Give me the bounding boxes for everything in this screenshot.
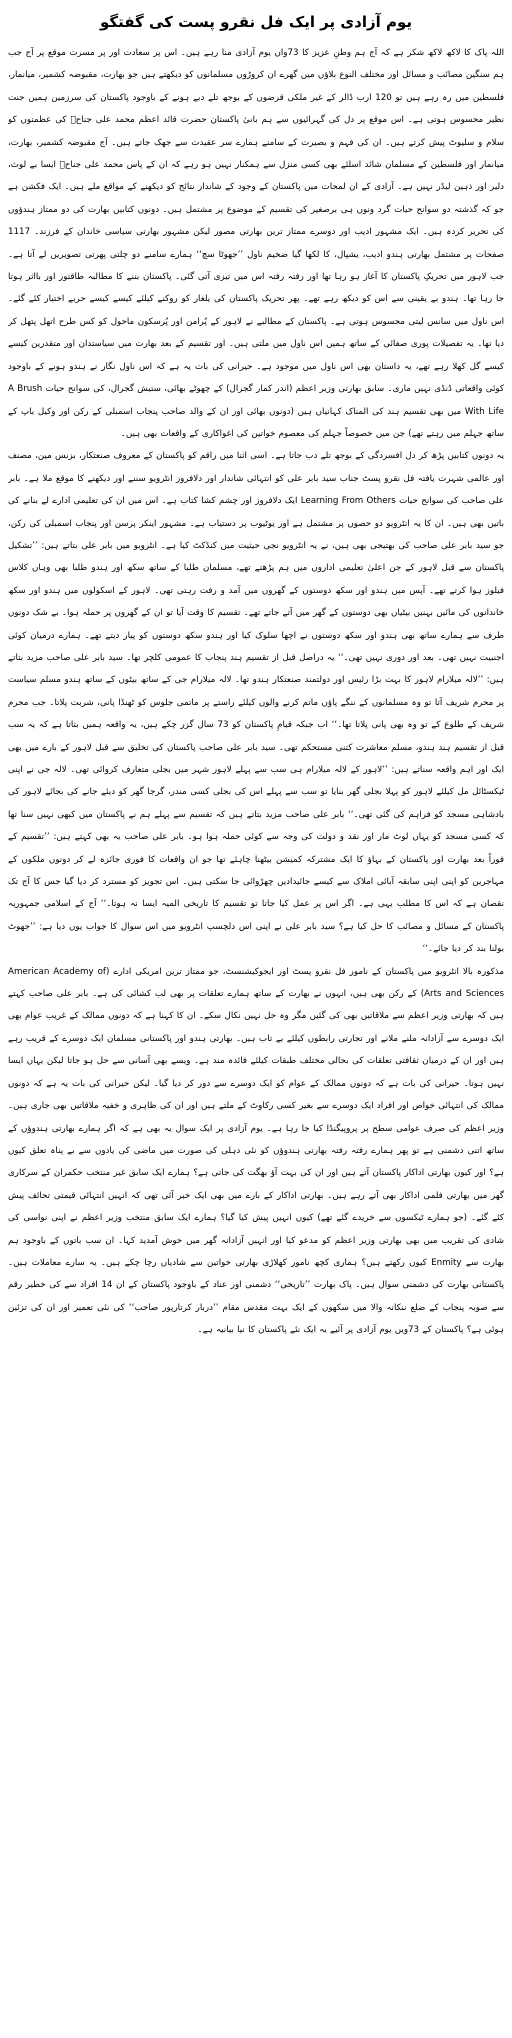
article-paragraph: مذکورہ بالا انٹرویو میں پاکستان کے نامور فل نقرو پسٹ اور ایجوکیشنسٹ، جو ممتاز ترین امریکی ادارے (American Academy of Arts and Sciences) کے رکن بھی ہیں، انہوں نے بھارت کے ساتھ ہمارے تعلقات پر بھی لب کشائی کی ہے۔ بابر علی صاحب کہتے ہیں کہ بھارتی وزیر اعظم سے ملاقاتیں بھی کی گئیں مگر وہ حل نہیں نکال سکے۔ ان کا کہنا ہے کہ دونوں ممالک کے غریب عوام بھی ایک دوسرے سے آزادانہ ملنے ملانے اور تجارتی رابطوں کیلئے بے تاب ہیں۔ بھارتی ہندو اور پاکستانی مسلمان ایک دوسرے کے قریب رہے ہیں اور ان کے درمیان ثقافتی تعلقات کی بحالی مختلف طبقات کیلئے فائدہ مند ہے۔ ویسے بھی آسانی سے حل ہو جاتا لیکن یہاں ایسا نہیں ہوتا۔ حیرانی کی بات ہے کہ دونوں ممالک کے عوام کو ایک دوسرے سے دور کر دیا گیا۔ لیکن حیرانی کی بات یہ ہے کہ دونوں ممالک کی انتہائی خواص اور افراد ایک دوسرے سے بغیر کسی رکاوٹ کے ملتے ہیں اور ان کی ظاہری و خفیہ ملاقاتیں بھی جاری ہیں۔ وزیر اعظم کی صرف عوامی سطح پر پروپیگنڈا کیا جا رہا ہے۔ یوم آزادی پر ایک سوال یہ بھی ہے کہ اگر ہمارے بھارتی ہندوؤں کے ساتھ اتنی دشمنی ہے تو پھر ہمارے رفتہ رفتہ بھارتی ہندوؤں کو نئی دہلی کی صورت میں ماضی کی یادوں سے بے پناہ تعلق کیوں ہے؟ اور کیوں بھارتی اداکار پاکستان آتے ہیں اور ان کی بہت آؤ بھگت کی جاتی ہے؟ ہمارے ایک سابق غیر منتخب حکمران کے سرکاری گھر میں بھارتی فلمی اداکار بھی آتے رہے ہیں۔ بھارتی اداکار کے بارے میں بھی ایک خبر آئی تھی کہ انہیں انتہائی قیمتی تحائف پیش کئے گئے۔ (جو ہمارے ٹیکسوں سے خریدے گئے تھے) کیوں انہیں پیش کیا گیا؟ ہمارے ایک سابق منتخب وزیر اعظم نے اپنی نواسی کی شادی کی تقریب میں بھی بھارتی وزیر اعظم کو مدعو کیا اور انہیں آزادانہ گھر میں خوش آمدید کہا۔ ان سب باتوں کے باوجود ہم بھارت سے Enmity کیوں رکھتے ہیں؟ ہماری کچھ نامور کھلاڑی بھارتی خواتین سے شادیاں رچا چکے ہیں۔ یہ سارے معاملات ہیں۔ پاکستانی بھارت کی دشمنی سوال ہیں۔ پاک بھارت ’’تاریخی‘‘ دشمنی اور عناد کے باوجود پاکستان کے ان 14 افراد سے کی خطیر رقم سے صوبہ پنجاب کے ضلع ننکانہ والا میں سکھوں کے ایک بہت مقدس مقام ’’دربار کرتارپور صاحب‘‘ کی نئی تعمیر اور ان کی تزئین ہوئی ہے؟ پاکستان کے 73ویں یوم آزادی پر آئیے یہ ایک نئے پاکستان کا نیا بیانیہ ہے۔ xyxy=(8,966,504,1336)
article-headline: یوم آزادی پر ایک فل نقرو پست کی گفتگو xyxy=(99,13,412,31)
article-body xyxy=(8,42,504,2027)
article-paragraph: اللہ پاک کا لاکھ لاکھ شکر ہے کہ آج ہم وطنِ عزیز کا 73واں یوم آزادی منا رہے ہیں۔ اس پر سعادت اور پر مسرت موقع پر آج جب ہم سنگین مصائب و مسائل اور مختلف النوع بلاؤں میں گھرے ان کروڑوں مسلمانوں کو دیکھتے ہیں جو بھارت، مقبوضہ کشمیر، میانمار، فلسطین میں رہ رہے ہیں تو 120 ارب ڈالر کے غیر ملکی قرضوں کے بوجھ تلے دبے ہونے کے باوجود پاکستان کی سرزمین ہمیں جنت نظیر محسوس ہوتی ہے۔ اس موقع پر دل کی گہرائیوں سے ہم بانیٔ پاکستان حضرت قائد اعظم محمد علی جناحؒ کی عظمتوں کو سلام و سلیوٹ پیش کرتے ہیں۔ ان کی فہم و بصیرت کے سامنے ہمارے سر عقیدت سے جھک جاتے ہیں۔ آج مقبوضہ کشمیر، بھارت، میانمار اور فلسطین کے مسلمان شائد اسلئے بھی کسی منزل سے ہمکنار نہیں ہو رہے کہ ان کے پاس محمد علی جناحؒ ایسا بے لوث، دلیر اور ذہین لیڈر نہیں ہے۔ آزادی کے ان لمحات میں پاکستان کے وجود کے شاندار نتائج کو دیکھنے کے مواقع ملے ہیں۔ ایک فکشن ہے جو کہ گذشتہ دو سوانح حیات گرد ونوں ہی برصغیر کی تقسیم کے موضوع پر مشتمل ہیں۔ دونوں کتابیں بھارت کی دو ممتاز ہندؤوں کی تحریر کردہ ہیں۔ ایک مشہور ادیب اور دوسرے ممتاز ترین بھارتی مصور لیکن مشہور بھارتی سیاسی خاندان کے فرزند۔ 1117 صفحات پر مشتمل بھارتی ہندو ادیب، یشپال، کا لکھا گیا ضخیم ناول ’’جھوٹا سچ‘‘ ہمارے سامنے دو چلتی پھرتی تصویریں لے آتا ہے۔ جب لاہور میں تحریکِ پاکستان کا آغاز ہو رہا تھا اور رفتہ رفتہ اس میں تیزی آتی گئی۔ پاکستان بننے کا مطالبہ طاقتور اور بااثر ہوتا جا رہا تھا۔ ہندو بے یقینی سے اس کو دیکھ رہے تھے۔ پھر تحریک پاکستان کی یلغار کو روکنے کیلئے کیسے کیسے حربے اختیار کئے گئے۔ اس ناول میں سانس لیتی محسوس ہوتی ہے۔ پاکستان کے مطالبے نے لاہور کے پُرامن اور پُرسکون ماحول کو کس طرح اتھل پتھل کر دیا تھا۔ یہ تفصیلات پوری صفائی کے ساتھ ہمیں اس ناول میں ملتی ہیں۔ اور تقسیم کے بعد بھارت میں سیاستدان اور متقدرین کیسے کیسے گل کھلا رہے تھے، یہ داستان بھی اس ناول میں موجود ہے۔ حیرانی کی بات یہ ہے کہ اس ناول نگار نے ہندو ہونے کے باوجود کوئی واقعاتی ڈنڈی نہیں ماری۔ سابق بھارتی وزیر اعظم (اندر کمار گجرال) کے چھوٹے بھائی، ستیش گجرال، کی سوانح حیات A Brush With Life میں بھی تقسیم ہند کی المناک کہانیاں ہیں (دونوں بھائی اور ان کے والد صاحب پنجاب اسمبلی کے رکن اور وکیل باپ کے ساتھ جہلم میں رہتے تھے) جن میں خصوصاً جہلم کی معصوم خواتین کی اغواکاری کے واقعات بھی ہیں۔ xyxy=(8,48,504,439)
article-paragraph: یہ دونوں کتابیں پڑھ کر دل افسردگی کے بوجھ تلے دب جاتا ہے۔ اسی اثنا میں راقم کو پاکستان کے معروف صنعتکار، بزنس مین، مصنف اور عالمی شہرت یافتہ فل نقرو پسٹ جناب سید بابر علی کو انتہائی شاندار اور دلافروز انٹرویو سننے اور دیکھنے کا موقع ملا ہے۔ بابر علی صاحب کی سوانح حیات Learning From Others ایک دلافروز اور چشم کشا کتاب ہے۔ اس میں ان کی تعلیمی ادارے لے بنانے کی باتیں بھی ہیں۔ ان کا یہ انٹرویو دو حصوں پر مشتمل ہے اور یوٹیوب پر دستیاب ہے۔ مشہور اینکر پرسن اور پنجاب اسمبلی کی رکن، جو سید بابر علی صاحب کی بھتیجی بھی ہیں، نے یہ انٹرویو نجی حیثیت میں کنڈکٹ کیا ہے۔ انٹرویو میں بابر علی بتاتے ہیں: ’’تشکیل پاکستان سے قبل لاہور کے جن اعلیٰ تعلیمی اداروں میں ہم پڑھتے تھے، مسلمان طلبا کے ساتھ سکھ اور ہندو طلبا بھی وہاں کلاس فیلوز ہوا کرتے تھے۔ آپس میں ہندو اور سکھ دوستوں کے گھروں میں آمد و رفت رہتی تھی۔ لاہور کے اسکولوں میں ہندو اور سکھ خاندانوں کی مائیں بہنیں بیٹیاں بھی دوستوں کے گھر میں آتے جاتے تھے۔ تقسیم کا وقت آیا تو ان کے گھروں پر حملہ ہوا۔ بے شک دونوں طرف سے ہمارے ساتھ بھی ہندو اور سکھ دوستوں نے اچھا سلوک کیا اور ہندو سکھ دوستوں کو پیار دیتے تھے۔ ہمارے درمیان کوئی اجنبیت نہیں تھی۔ بعد اور دوری نہیں تھی۔‘‘ یہ دراصل قبل از تقسیم ہند پنجاب کا عمومی کلچر تھا۔ سید بابر علی صاحب مزید بتاتے ہیں: ’’لالہ میلارام لاہور کا بہت بڑا رئیس اور دولتمند صنعتکار ہندو تھا۔ لالہ میلارام جی کے ساتھ بیٹوں کے ساتھ ہندو مسلم سیاست پر محرم شریف آتا تو وہ مسلمانوں کے ننگے پاؤں ماتم کرنے والوں کیلئے راستے پر ماتمی جلوس کو ٹھنڈا پانی، شربت پلاتا۔ جب محرم شریف کے طلوع کے تو وہ بھی پانی پلاتا تھا۔‘‘ اب جبکہ قیامِ پاکستان کو 73 سال گزر چکے ہیں، یہ واقعہ ہمیں بتاتا ہے کہ یہ سب قبل از تقسیم ہند ہندو، مسلم معاشرت کتنی مستحکم تھی۔ سید بابر علی صاحب پاکستان کی تخلیق سے قبل لاہور کے بارے میں بھی ایک اور اہم واقعہ سناتے ہیں: ’’لاہور کے لالہ میلارام ہی سب سے پہلے لاہور شہر میں بجلی متعارف کروائی تھی۔ لالہ جی نے اپنی ٹیکسٹائل مل کیلئے لاہور کو پہلا بجلی گھر بنایا تو سب سے پہلے اس کی بجلی کسی مندر، گرجا گھر کو دیئے جانے کی بجائے لاہور کی بادشاہی مسجد کو فراہم کی گئی تھی۔‘‘ بابر علی صاحب مزید بتاتے ہیں کہ تقسیم سے پہلے ہم نے پاکستان میں کبھی نہیں سنا تھا کہ کسی مسجد کو یہاں لوٹ مار اور نقد و دولت کی وجہ سے کوئی حملہ ہوا ہو۔ بابر علی صاحب یہ بھی کہتے ہیں: ’’تقسیم کے فوراً بعد بھارت اور پاکستان کے بہاؤ کا ایک مشترکہ کمیشن بیٹھنا چاہئے تھا جو ان واقعات کا فوری جائزہ لے کر دونوں ملکوں کے مہاجرین کو اپنی اپنی سابقہ آبائی املاک سے کیسے جائیدادیں چھڑوائی جا سکتی ہیں۔ اس تجویز کو مسترد کر دیا گیا جس کا آج تک نقصان ہے کہ اس کا مطلب یہی ہے۔ اگر اس پر عمل کیا جاتا تو تقسیم کا تاریخی المیہ ایسا نہ ہوتا۔‘‘ آج کے اسلامی جمہوریہ پاکستان کے مسائل و مصائب کا حل کیا ہے؟ سید بابر علی نے اپنی اس دلچسپ انٹرویو میں اس سوال کا جواب یوں دیا ہے: ’’جھوٹ بولنا بند کر دیا جائے۔‘‘ xyxy=(8,451,504,955)
